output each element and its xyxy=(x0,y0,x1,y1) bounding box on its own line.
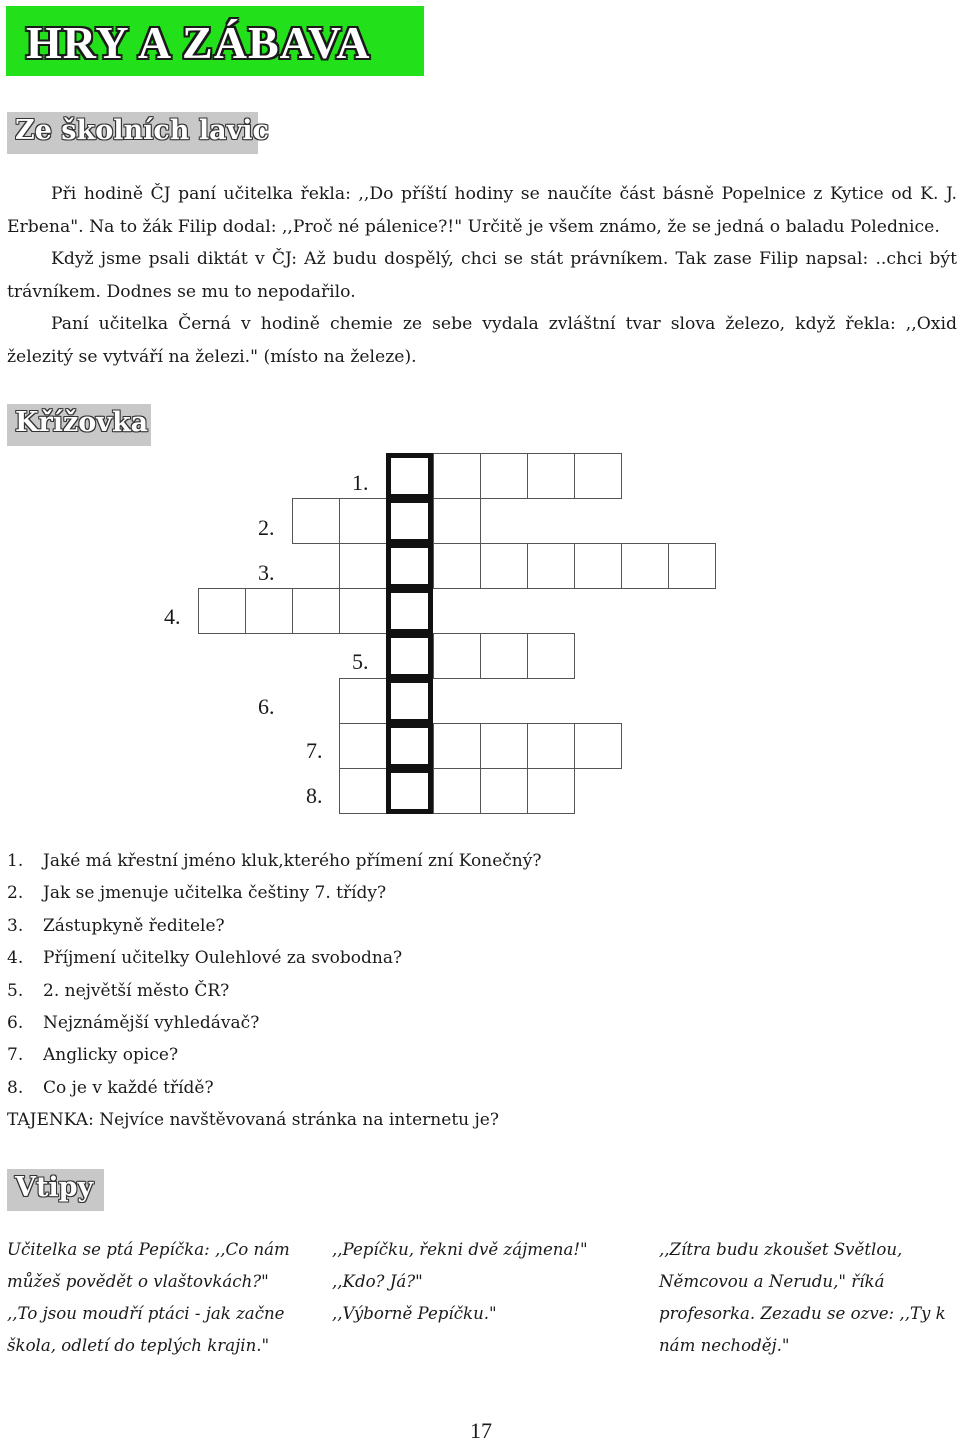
joke-2 xyxy=(332,1234,588,1330)
crossword-cell[interactable] xyxy=(339,543,387,589)
crossword-cell[interactable] xyxy=(527,768,575,814)
crossword-solution-cell[interactable] xyxy=(386,768,433,814)
crossword-solution-cell[interactable] xyxy=(386,678,433,724)
joke-line: ,,Pepíčku, řekni dvě zájmena!" xyxy=(332,1240,588,1259)
crossword-cell[interactable] xyxy=(480,453,528,499)
clue-text: Jaké má křestní jméno kluk,kterého přímení zní Konečný? xyxy=(43,851,542,871)
clue-item xyxy=(7,1007,541,1039)
story-paragraph: Paní učitelka Černá v hodině chemie ze sebe vydala zvláštní tvar slova železo, když řekla: ,,Oxid železitý se vytváří na železi." (místo na železe). xyxy=(7,314,957,367)
crossword-cell[interactable] xyxy=(433,453,481,499)
crossword-cell[interactable] xyxy=(198,588,246,634)
crossword-cell[interactable] xyxy=(433,633,481,679)
page-number: 17 xyxy=(470,1418,492,1443)
section-heading-jokes-label: Vtipy xyxy=(15,1172,94,1203)
crossword-clues xyxy=(7,845,541,1137)
crossword-cell[interactable] xyxy=(292,588,340,634)
joke-3 xyxy=(659,1234,946,1362)
crossword-cell[interactable] xyxy=(668,543,716,589)
crossword-cell[interactable] xyxy=(480,633,528,679)
crossword-cell[interactable] xyxy=(574,453,622,499)
clue-text: Jak se jmenuje učitelka češtiny 7. třídy? xyxy=(43,883,387,904)
story-paragraph: Při hodině ČJ paní učitelka řekla: ,,Do příští hodiny se naučíte část básně Popelnice z Kytice od K. J. Erbena". Na to žák Filip dodal: ,,Proč né pálenice?!" Určitě je všem známo, že se jedná o baladu Polednice. xyxy=(7,184,957,237)
section-heading-jokes xyxy=(7,1169,104,1211)
clue-number: 5. xyxy=(7,980,24,1001)
crossword-cell[interactable] xyxy=(433,498,481,544)
clue-item xyxy=(7,910,541,942)
joke-1 xyxy=(7,1234,290,1362)
crossword-cell[interactable] xyxy=(527,723,575,769)
clue-item xyxy=(7,1039,541,1071)
crossword-cell[interactable] xyxy=(339,723,387,769)
crossword-solution-cell[interactable] xyxy=(386,498,433,544)
joke-line: můžeš povědět o vlaštovkách?" xyxy=(7,1272,269,1291)
crossword-solution-cell[interactable] xyxy=(386,543,433,589)
tajenka: TAJENKA: Nejvíce navštěvovaná stránka na internetu je? xyxy=(7,1110,499,1131)
clue-item xyxy=(7,1072,541,1104)
joke-line: Učitelka se ptá Pepíčka: ,,Co nám xyxy=(7,1240,290,1259)
joke-line: Němcovou a Nerudu," říká xyxy=(659,1272,885,1291)
crossword-number: 4. xyxy=(164,604,181,629)
clue-text: Co je v každé třídě? xyxy=(43,1077,214,1098)
joke-line: ,,Kdo? Já?" xyxy=(332,1272,423,1291)
crossword-cell[interactable] xyxy=(480,543,528,589)
clue-number: 8. xyxy=(7,1077,24,1098)
crossword-cell[interactable] xyxy=(480,723,528,769)
section-heading-school-label: Ze školních lavic xyxy=(15,115,269,146)
section-heading-crossword-label: Křížovka xyxy=(15,407,149,438)
joke-line: ,,To jsou moudří ptáci - jak začne xyxy=(7,1304,285,1323)
crossword-number: 2. xyxy=(258,515,275,540)
crossword-cell[interactable] xyxy=(480,768,528,814)
clue-text: Zástupkyně ředitele? xyxy=(43,915,225,936)
clue-number: 2. xyxy=(7,883,24,904)
crossword-solution-cell[interactable] xyxy=(386,723,433,769)
crossword-cell[interactable] xyxy=(339,588,387,634)
clue-number: 1. xyxy=(7,851,24,871)
crossword-number: 5. xyxy=(352,649,369,674)
crossword-cell[interactable] xyxy=(621,543,669,589)
clue-text: Anglicky opice? xyxy=(43,1045,179,1066)
clue-item xyxy=(7,942,541,974)
title-banner xyxy=(6,6,424,76)
clue-text: 2. největší město ČR? xyxy=(43,980,230,1001)
crossword-cell[interactable] xyxy=(527,633,575,679)
crossword-cell[interactable] xyxy=(433,768,481,814)
section-heading-school xyxy=(7,112,269,154)
clue-item xyxy=(7,845,541,877)
section-heading-crossword xyxy=(7,404,151,446)
crossword-solution-cell[interactable] xyxy=(386,588,433,634)
clue-item xyxy=(7,975,541,1007)
clue-text: Příjmení učitelky Oulehlové za svobodna? xyxy=(43,948,403,969)
crossword-cell[interactable] xyxy=(292,498,340,544)
crossword-cell[interactable] xyxy=(339,678,387,724)
crossword-cell[interactable] xyxy=(574,723,622,769)
crossword-cell[interactable] xyxy=(245,588,293,634)
joke-line: škola, odletí do teplých krajin." xyxy=(7,1336,270,1355)
crossword-cell[interactable] xyxy=(339,768,387,814)
clue-number: 7. xyxy=(7,1045,24,1066)
clue-text: Nejznámější vyhledávač? xyxy=(43,1013,260,1034)
crossword-number: 7. xyxy=(306,738,323,763)
crossword-number: 6. xyxy=(258,694,275,719)
joke-line: ,,Zítra budu zkoušet Světlou, xyxy=(659,1240,903,1259)
joke-line: profesorka. Zezadu se ozve: ,,Ty k xyxy=(659,1304,946,1323)
school-stories xyxy=(7,178,957,374)
crossword-cell[interactable] xyxy=(433,543,481,589)
crossword-number: 1. xyxy=(352,470,369,495)
story-paragraph: Když jsme psali diktát v ČJ: Až budu dospělý, chci se stát právníkem. Tak zase Filip napsal: ..chci být trávníkem. Dodnes se mu to nepodařilo. xyxy=(7,249,957,302)
crossword-cell[interactable] xyxy=(433,723,481,769)
crossword-cell[interactable] xyxy=(339,498,387,544)
crossword-solution-cell[interactable] xyxy=(386,633,433,679)
crossword-cell[interactable] xyxy=(527,453,575,499)
clue-number: 3. xyxy=(7,915,24,936)
clue-number: 4. xyxy=(7,948,24,969)
crossword-number: 8. xyxy=(306,783,323,808)
crossword-solution-cell[interactable] xyxy=(386,453,433,499)
crossword-cell[interactable] xyxy=(527,543,575,589)
clue-number: 6. xyxy=(7,1013,24,1034)
crossword-number: 3. xyxy=(258,560,275,585)
crossword-cell[interactable] xyxy=(574,543,622,589)
joke-line: ,,Výborně Pepíčku." xyxy=(332,1304,497,1323)
clue-item xyxy=(7,877,541,909)
joke-line: nám nechoděj." xyxy=(659,1336,790,1355)
page-title: HRY A ZÁBAVA xyxy=(26,17,371,68)
